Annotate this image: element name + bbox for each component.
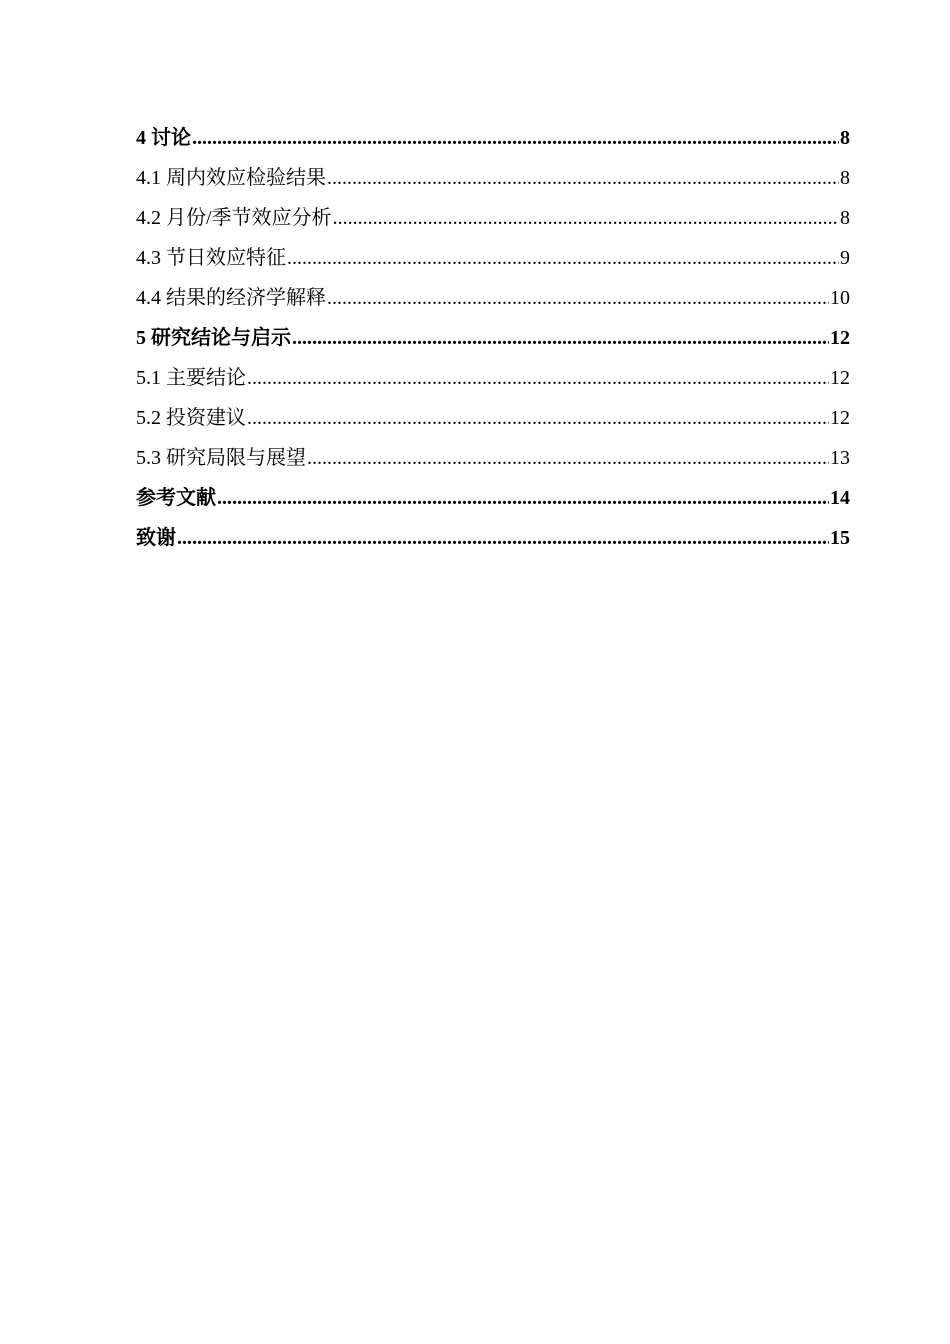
toc-entry-title: 5.3 研究局限与展望	[136, 447, 306, 469]
toc-entry-references[interactable]	[136, 478, 850, 518]
toc-entry-page: 13	[830, 447, 850, 469]
toc-entry-acknowledgements[interactable]	[136, 518, 850, 558]
toc-entry-title: 致谢	[136, 527, 176, 549]
toc-entry-title: 4.1 周内效应检验结果	[136, 167, 326, 189]
toc-entry-page: 8	[840, 127, 850, 149]
toc-dot-leader	[327, 278, 829, 318]
toc-entry-investment-advice[interactable]	[136, 398, 850, 438]
toc-entry-title: 5.2 投资建议	[136, 407, 246, 429]
toc-entry-page: 8	[840, 167, 850, 189]
toc-entry-economic-explanation[interactable]	[136, 278, 850, 318]
toc-entry-title: 4.2 月份/季节效应分析	[136, 207, 332, 229]
toc-entry-holiday-effect[interactable]	[136, 238, 850, 278]
toc-dot-leader	[247, 358, 829, 398]
toc-dot-leader	[192, 118, 839, 158]
toc-entry-title: 参考文献	[136, 487, 216, 509]
toc-entry-title: 5 研究结论与启示	[136, 327, 291, 349]
toc-dot-leader	[307, 438, 829, 478]
toc-dot-leader	[247, 398, 829, 438]
toc-entry-conclusions[interactable]	[136, 318, 850, 358]
toc-entry-page: 12	[830, 327, 850, 349]
toc-entry-page: 12	[830, 407, 850, 429]
toc-entry-limitations-outlook[interactable]	[136, 438, 850, 478]
toc-dot-leader	[327, 158, 839, 198]
toc-dot-leader	[287, 238, 839, 278]
table-of-contents	[136, 118, 850, 558]
toc-entry-discussion[interactable]	[136, 118, 850, 158]
toc-dot-leader	[292, 318, 829, 358]
toc-entry-page: 9	[840, 247, 850, 269]
toc-dot-leader	[217, 478, 829, 518]
toc-entry-page: 8	[840, 207, 850, 229]
toc-entry-page: 10	[830, 287, 850, 309]
toc-entry-page: 15	[830, 527, 850, 549]
toc-dot-leader	[333, 198, 839, 238]
toc-entry-page: 12	[830, 367, 850, 389]
toc-entry-title: 5.1 主要结论	[136, 367, 246, 389]
toc-entry-page: 14	[830, 487, 850, 509]
toc-dot-leader	[177, 518, 829, 558]
toc-entry-month-season-effect[interactable]	[136, 198, 850, 238]
toc-entry-title: 4 讨论	[136, 127, 191, 149]
toc-entry-title: 4.4 结果的经济学解释	[136, 287, 326, 309]
toc-entry-weekday-effect[interactable]	[136, 158, 850, 198]
toc-entry-main-conclusions[interactable]	[136, 358, 850, 398]
toc-entry-title: 4.3 节日效应特征	[136, 247, 286, 269]
